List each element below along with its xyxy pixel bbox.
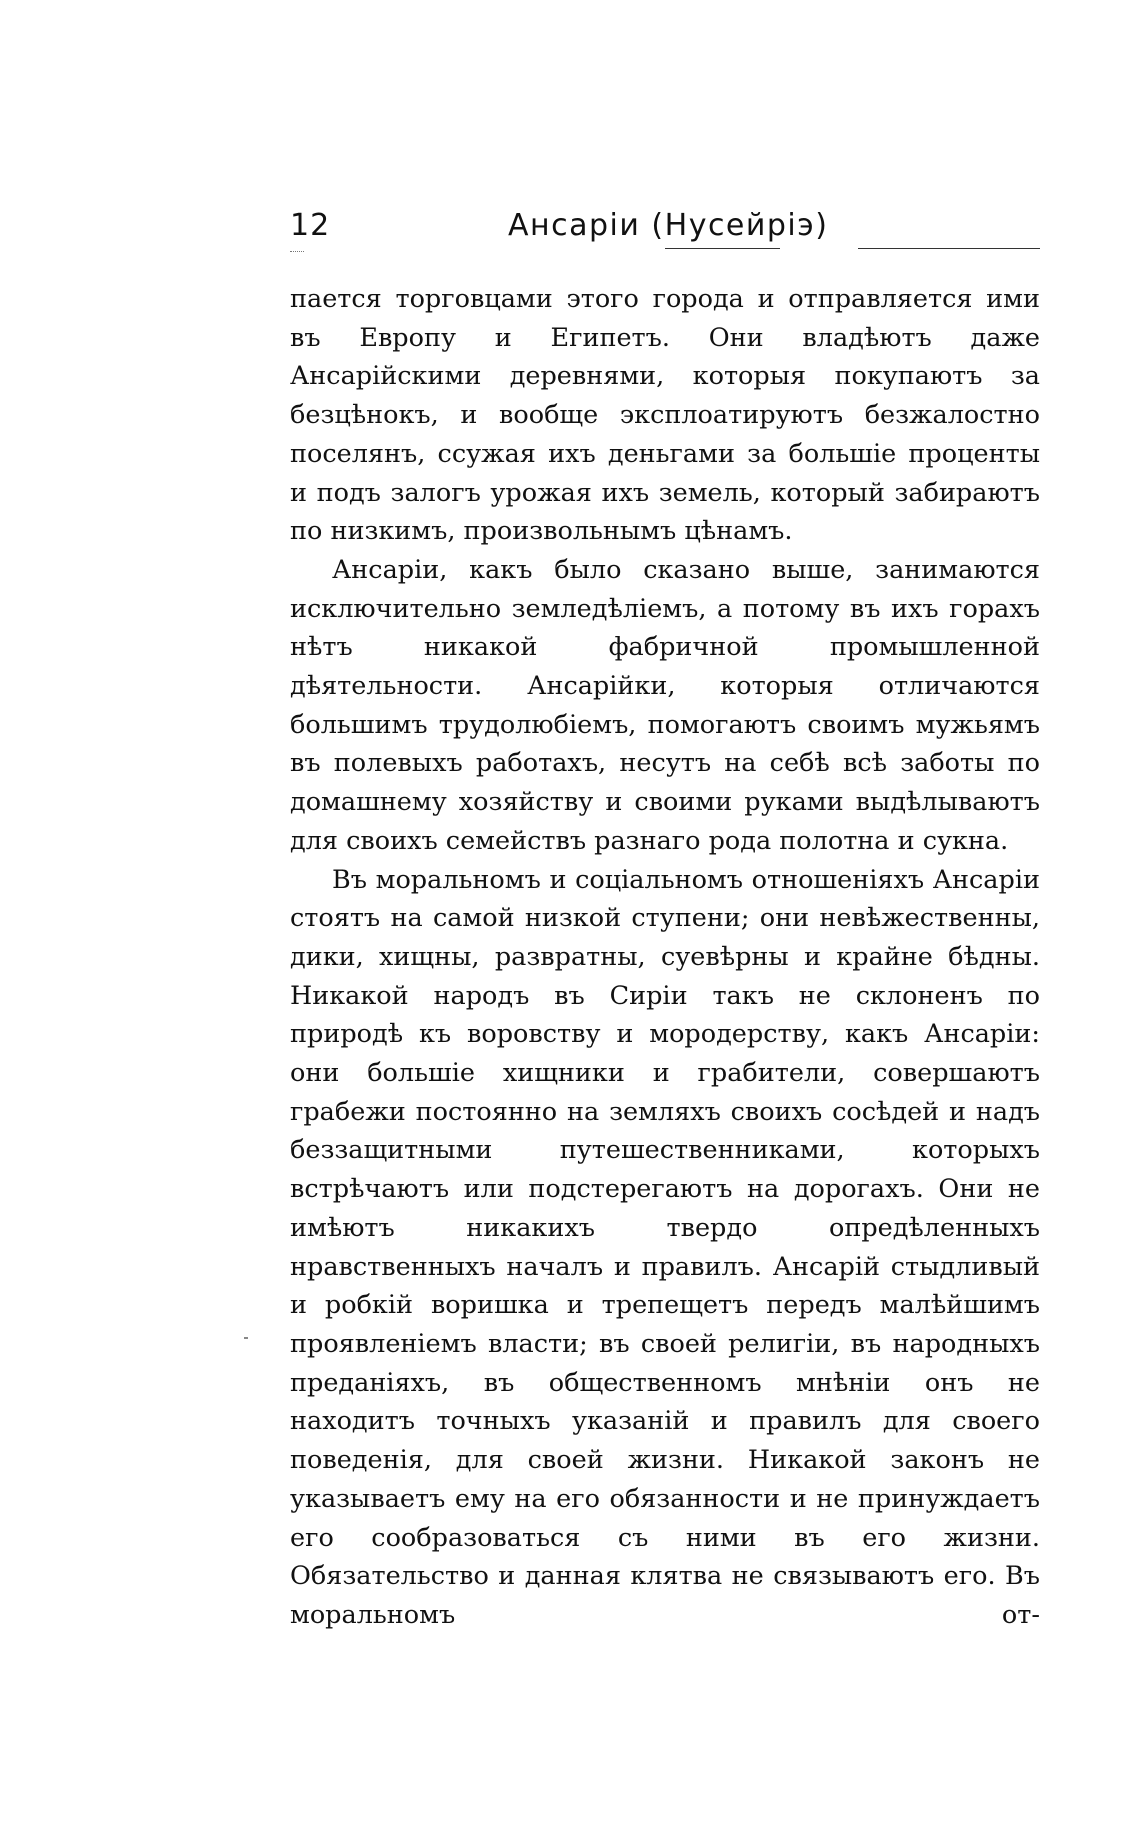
margin-speck (244, 1337, 248, 1339)
page-number: 12 (290, 208, 331, 243)
running-title: Ансаріи (Нусейріэ) (508, 208, 829, 243)
running-head (290, 208, 1040, 248)
body-text (290, 280, 1040, 1635)
paragraph-continued: пается торговцами этого города и отправляется ими въ Европу и Египетъ. Они владѣютъ даже Ансарійскими деревнями, которыя покупаютъ за безцѣнокъ, и вообще эксплоатируютъ безжалостно поселянъ, ссужая ихъ деньгами за большіе проценты и подъ залогъ урожая ихъ земель, который забираютъ по низкимъ, произвольнымъ цѣнамъ. (290, 284, 1040, 547)
paragraph-agriculture: Ансаріи, какъ было сказано выше, занимаются исключительно земледѣліемъ, а потому въ ихъ горахъ нѣтъ никакой фабричной промышленной дѣятельности. Ансарійки, которыя отличаются большимъ трудолюбіемъ, помогаютъ своимъ мужьямъ въ полевыхъ работахъ, несутъ на себѣ всѣ заботы по домашнему хозяйству и своими руками выдѣлываютъ для своихъ семействъ разнаго рода полотна и сукна. (290, 554, 1040, 856)
header-rule-mark (290, 251, 304, 252)
header-rule-right (858, 248, 1040, 249)
header-rule-left (665, 248, 780, 249)
paragraph-morals: Въ моральномъ и соціальномъ отношеніяхъ Ансаріи стоятъ на самой низкой ступени; они невѣжественны, дики, хищны, развратны, суевѣрны и крайне бѣдны. Никакой народъ въ Сиріи такъ не склоненъ по природѣ къ воровству и мородерству, какъ Ансаріи: они большіе хищники и грабители, совершаютъ грабежи постоянно на земляхъ своихъ сосѣдей и надъ беззащитными путешественниками, которыхъ встрѣчаютъ или подстерегаютъ на дорогахъ. Они не имѣютъ никакихъ твердо опредѣленныхъ нравственныхъ началъ и правилъ. Ансарій стыдливый и робкій воришка и трепещетъ передъ малѣйшимъ проявленіемъ власти; въ своей религіи, въ народныхъ преданіяхъ, въ общественномъ мнѣніи онъ не находитъ точныхъ указаній и правилъ для своего поведенія, для своей жизни. Никакой законъ не указываетъ ему на его обязанности и не принуждаетъ его сообразоваться съ ними въ его жизни. Обязательство и данная клятва не связываютъ его. Въ моральномъ от- (290, 864, 1040, 1630)
